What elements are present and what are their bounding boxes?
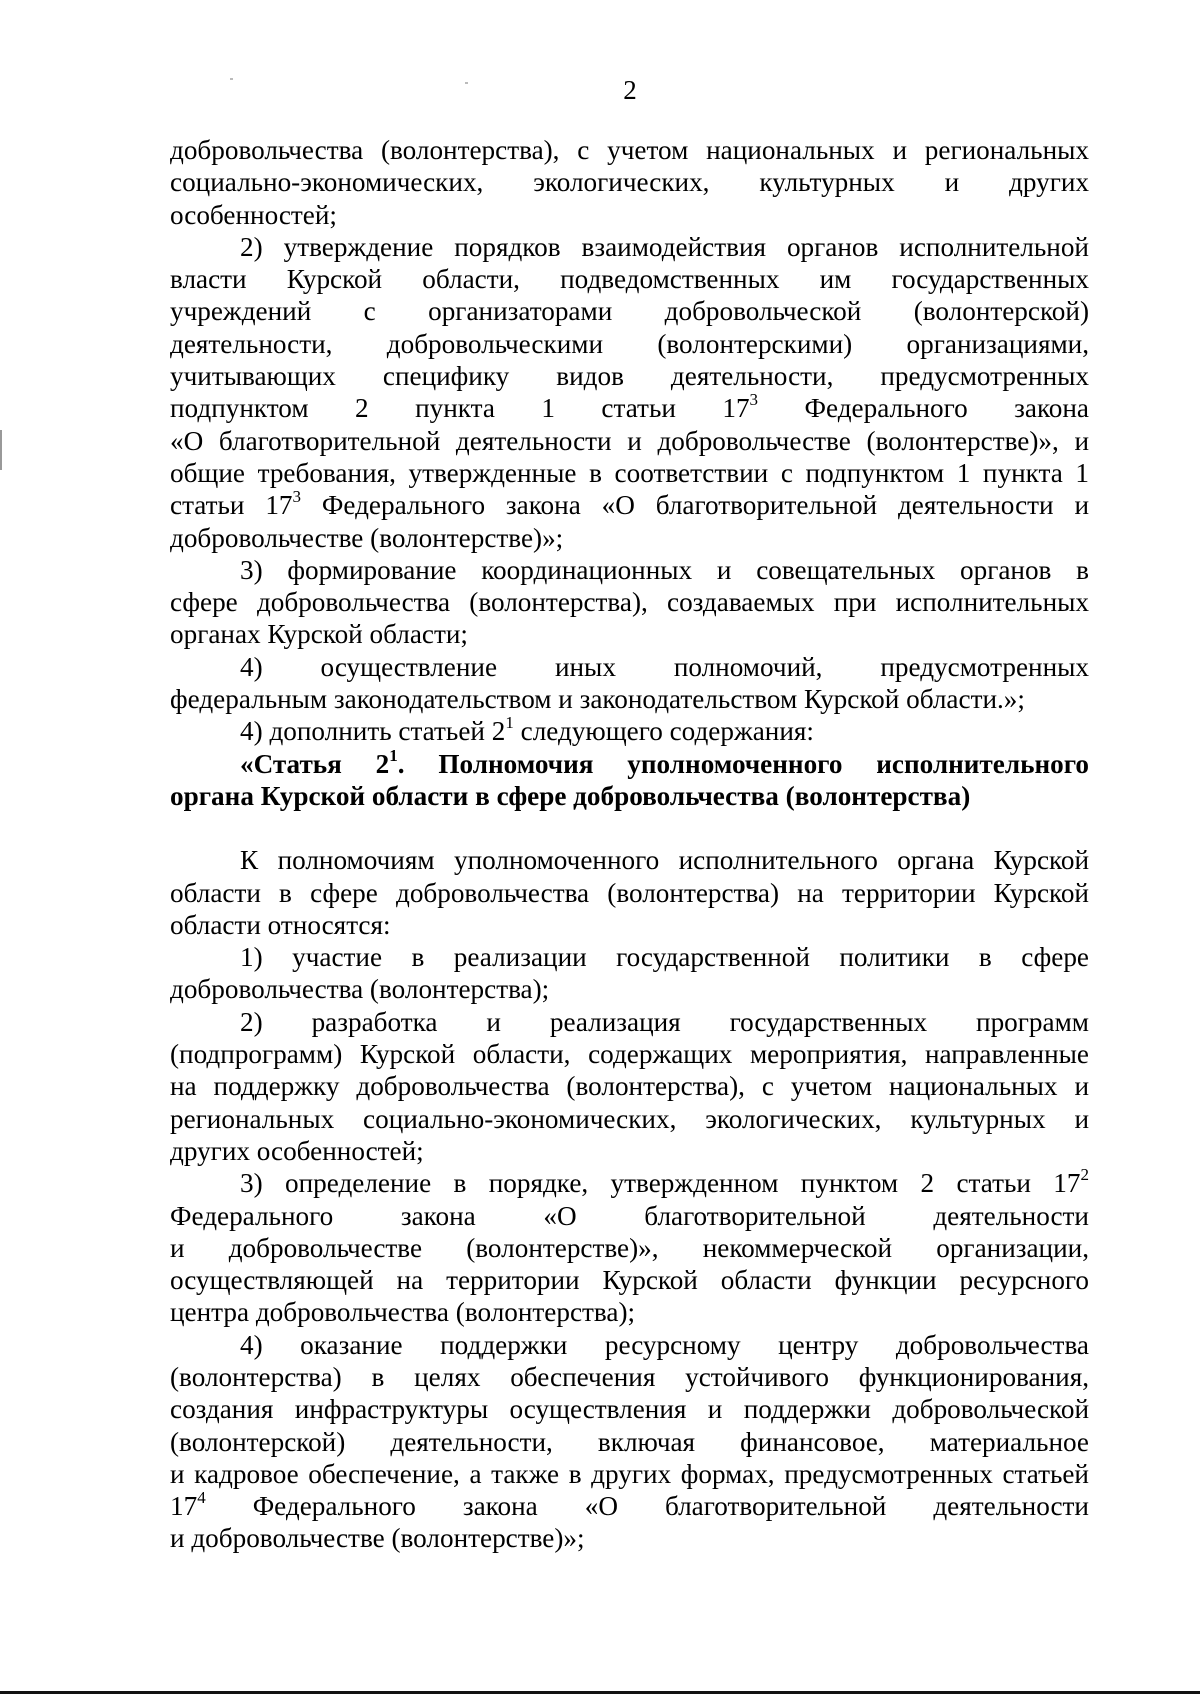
text-line: сфере добровольчества (волонтерства), создаваемых при исполнительных	[170, 587, 1089, 618]
text-fragment: подпунктом 2 пункта 1 статьи 17	[170, 393, 750, 424]
text-line: Федерального закона «О благотворительной деятельности	[170, 1200, 1089, 1231]
text-line: общие требования, утвержденные в соответствии с подпунктом 1 пункта 1	[170, 457, 1089, 488]
text-line: создания инфраструктуры осуществления и поддержки добровольческой	[170, 1394, 1089, 1425]
text-line: 3) формирование координационных и совещательных органов в	[240, 554, 1089, 585]
text-line: учитывающих специфику видов деятельности, предусмотренных	[170, 361, 1089, 392]
text-fragment: Федерального закона	[758, 393, 1089, 424]
text-line: деятельности, добровольческими (волонтерскими) организациями,	[170, 328, 1089, 359]
text-line: других особенностей;	[170, 1135, 424, 1166]
text-line: осуществляющей на территории Курской области функции ресурсного	[170, 1265, 1089, 1296]
article-heading	[170, 745, 1089, 780]
text-line: 4) осуществление иных полномочий, предусмотренных	[240, 651, 1089, 682]
superscript: 3	[749, 390, 759, 410]
superscript: 1	[389, 745, 398, 765]
text-line	[170, 715, 1089, 747]
text-line: 2) разработка и реализация государственных программ	[240, 1006, 1089, 1037]
text-line: федеральным законодательством и законодательством Курской области.»;	[170, 684, 1025, 715]
text-fragment: Федерального закона «О благотворительной деятельности	[205, 1491, 1089, 1522]
text-fragment: «Статья 2	[240, 748, 390, 779]
text-line: региональных социально-экономических, экологических, культурных и	[170, 1103, 1089, 1134]
text-line: власти Курской области, подведомственных им государственных	[170, 264, 1089, 295]
text-line: добровольчестве (волонтерстве)»;	[170, 522, 564, 553]
text-line	[170, 392, 1089, 424]
text-fragment: Федерального закона «О благотворительной деятельности и	[301, 490, 1089, 521]
text-line	[170, 489, 1089, 521]
text-line: (подпрограмм) Курской области, содержащих мероприятия, направленные	[170, 1039, 1089, 1070]
text-line: К полномочиям уполномоченного исполнительного органа Курской	[240, 845, 1089, 876]
text-fragment: 17	[170, 1491, 198, 1522]
text-fragment: 4) дополнить статьей 2	[240, 716, 506, 747]
text-line: добровольчества (волонтерства), с учетом национальных и региональных	[170, 135, 1089, 165]
text-fragment: . Полномочия уполномоченного исполнительного	[397, 748, 1089, 779]
text-line: и кадровое обеспечение, а также в других формах, предусмотренных статьей	[170, 1458, 1089, 1489]
text-line: учреждений с организаторами добровольческой (волонтерской)	[170, 296, 1089, 327]
text-line	[170, 1167, 1089, 1199]
superscript: 3	[292, 487, 302, 507]
text-line	[170, 1490, 1089, 1522]
text-line: 4) оказание поддержки ресурсному центру добровольчества	[240, 1329, 1089, 1360]
text-line: социально-экономических, экологических, культурных и других	[170, 167, 1089, 198]
text-line: органах Курской области;	[170, 619, 468, 650]
text-fragment: 3) определение в порядке, утвержденном пунктом 2 статьи 17	[240, 1168, 1081, 1199]
superscript: 2	[1080, 1165, 1089, 1185]
text-line: «О благотворительной деятельности и добровольчестве (волонтерстве)», и	[170, 425, 1089, 456]
text-fragment: следующего содержания:	[513, 716, 814, 747]
spacer	[170, 812, 1089, 844]
text-line: (волонтерства) в целях обеспечения устойчивого функционирования,	[170, 1361, 1089, 1392]
superscript: 4	[197, 1488, 206, 1508]
page-number: 2	[623, 75, 637, 105]
text-line: (волонтерской) деятельности, включая финансовое, материальное	[170, 1426, 1089, 1457]
scan-edge-mark	[0, 430, 2, 470]
text-line: и добровольчестве (волонтерстве)», некоммерческой организации,	[170, 1232, 1089, 1263]
scan-artifact	[465, 82, 468, 84]
article-heading: органа Курской области в сфере добровольчества (волонтерства)	[170, 780, 971, 811]
text-line: добровольчества (волонтерства);	[170, 974, 550, 1005]
text-line: центра добровольчества (волонтерства);	[170, 1297, 636, 1328]
document-body	[170, 134, 1089, 1555]
text-line: области в сфере добровольчества (волонтерства) на территории Курской	[170, 877, 1089, 908]
text-line: области относятся:	[170, 909, 391, 940]
text-fragment: статьи 17	[170, 490, 293, 521]
text-line: и добровольчестве (волонтерстве)»;	[170, 1523, 585, 1554]
text-line: 2) утверждение порядков взаимодействия органов исполнительной	[240, 231, 1089, 262]
superscript: 1	[505, 713, 514, 733]
text-line: на поддержку добровольчества (волонтерства), с учетом национальных и	[170, 1071, 1089, 1102]
scan-artifact	[230, 78, 233, 80]
text-line: 1) участие в реализации государственной политики в сфере	[240, 942, 1089, 973]
scan-bottom-edge	[0, 1691, 1200, 1694]
text-line: особенностей;	[170, 199, 337, 230]
